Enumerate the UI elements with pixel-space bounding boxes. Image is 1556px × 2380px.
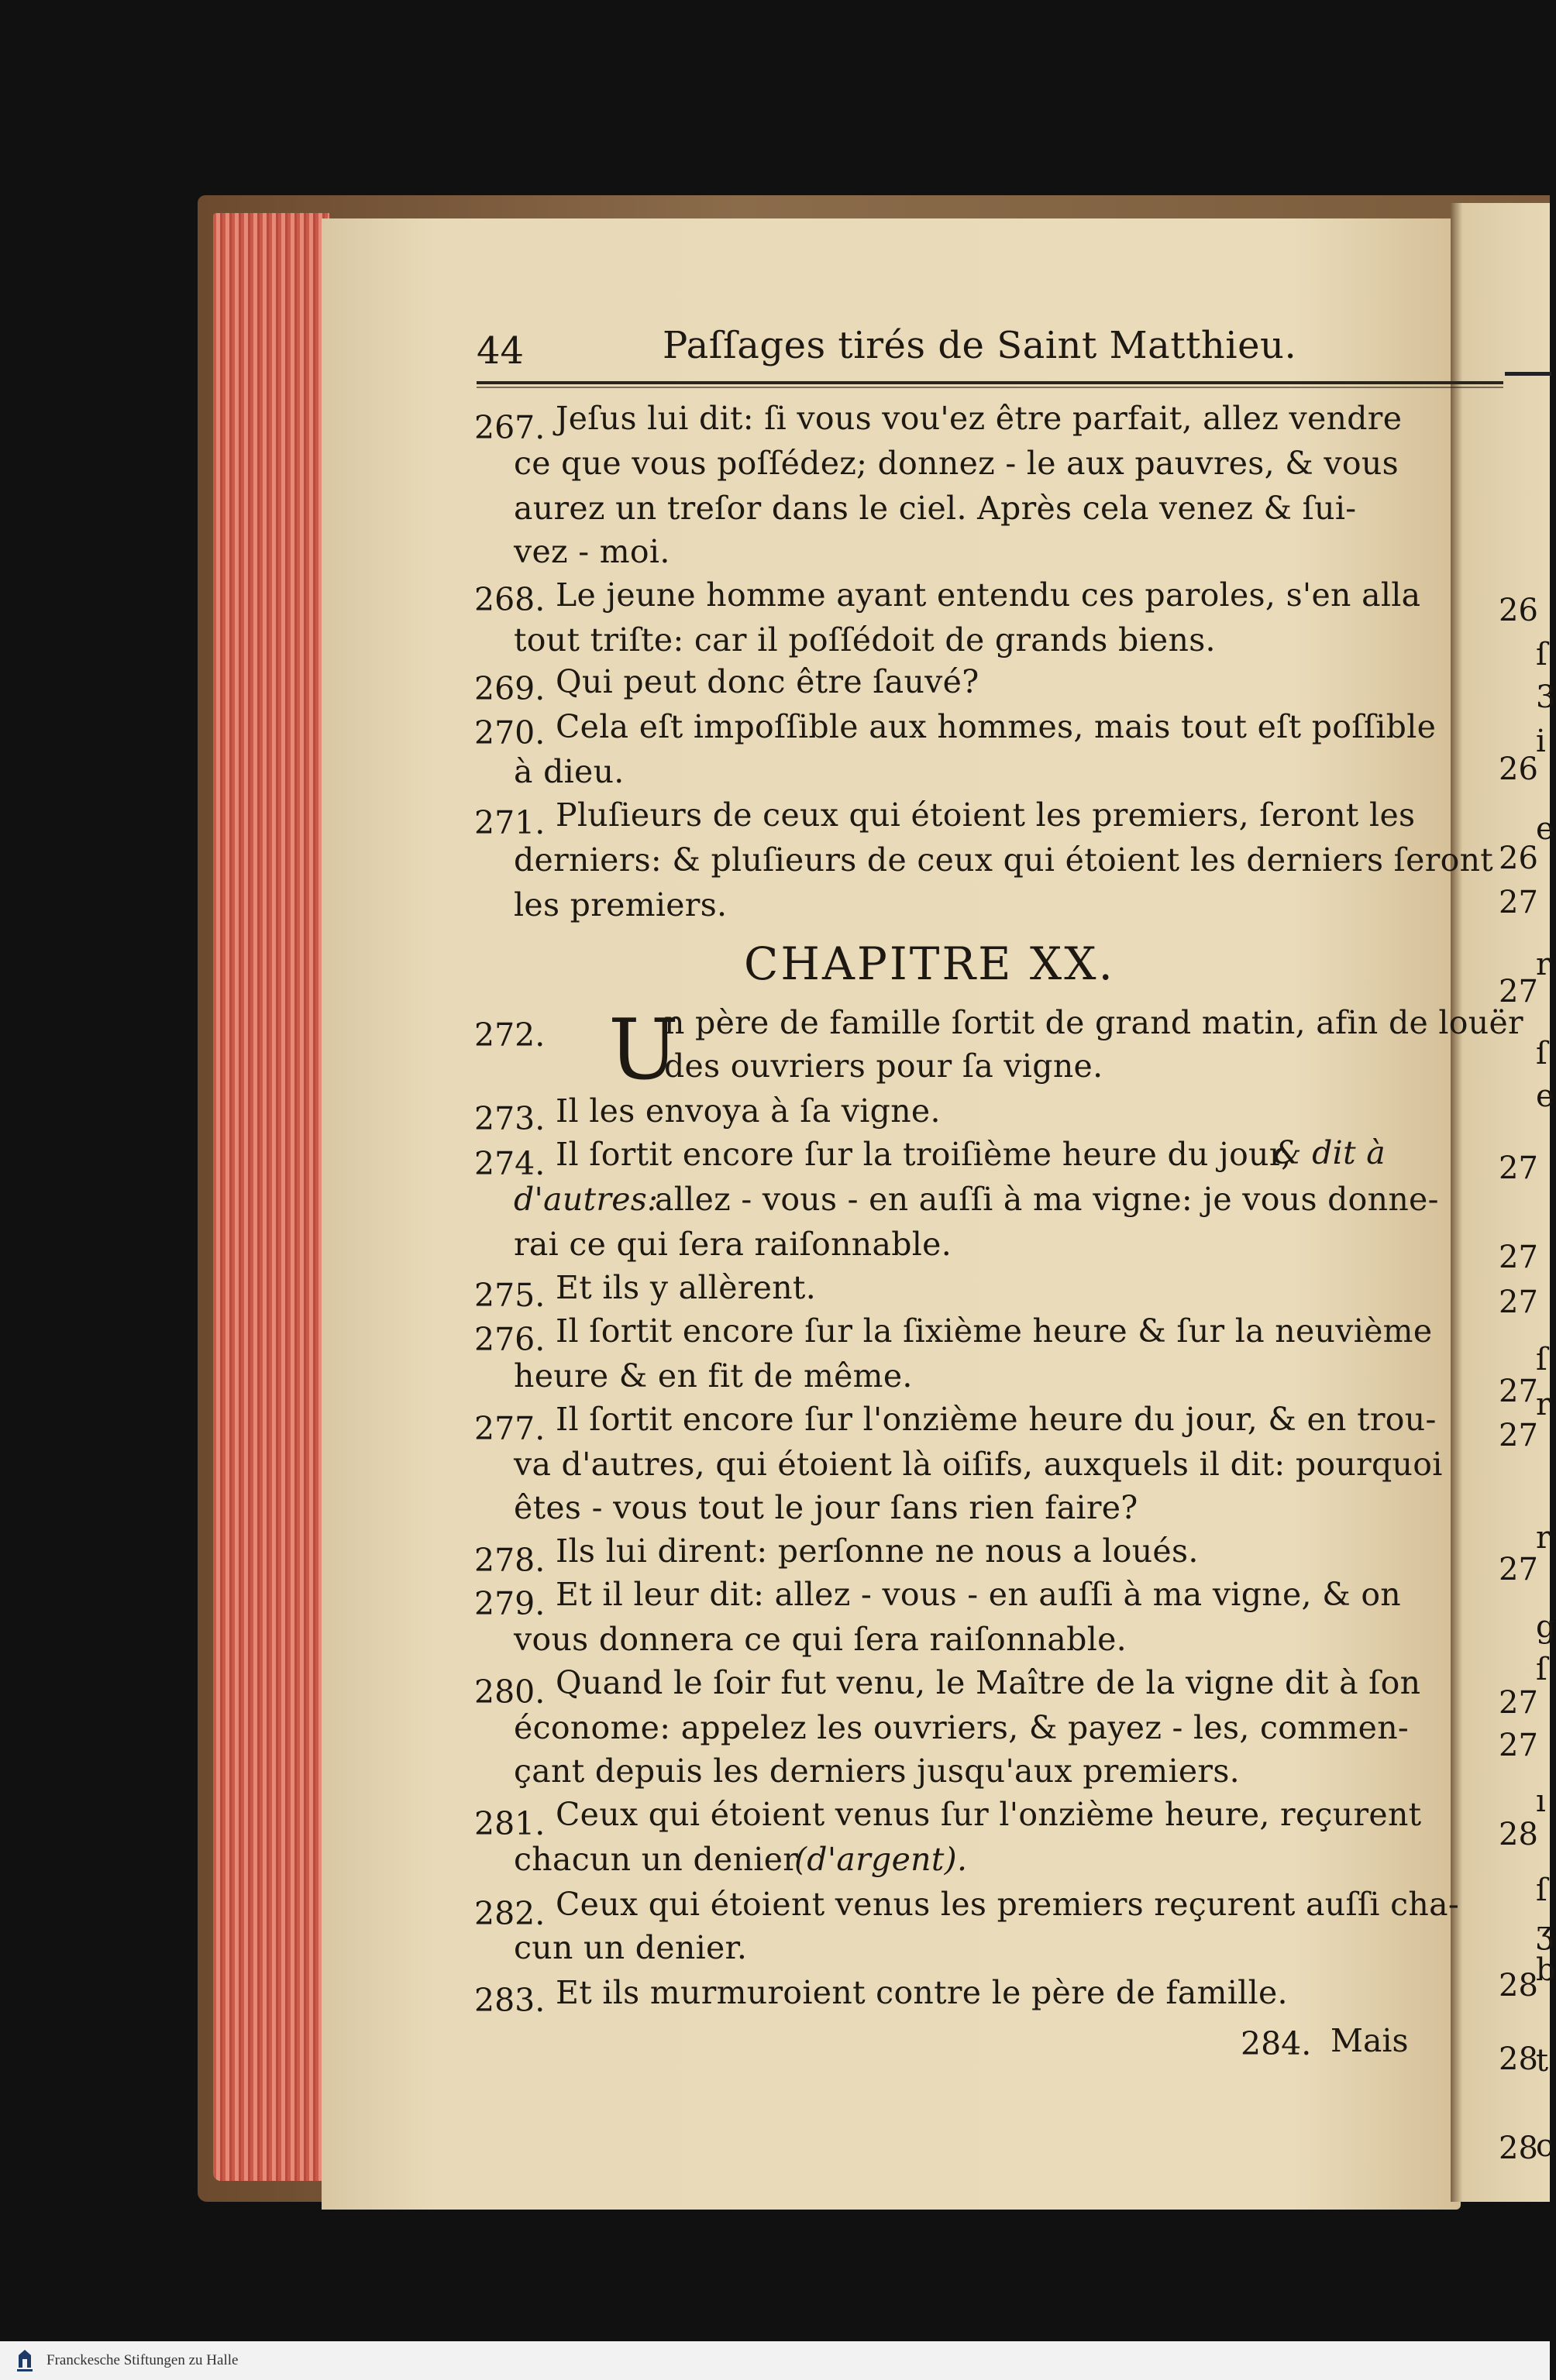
- verse-line: ce que vous poſſédez; donnez - le aux pauvres, & vous: [514, 445, 1399, 482]
- verse-number: 269.: [474, 670, 546, 707]
- facing-number: 26: [1499, 593, 1538, 628]
- facing-page-rule: [1505, 372, 1551, 376]
- facing-number: 27: [1499, 974, 1538, 1009]
- verse-number: 277.: [474, 1410, 546, 1447]
- institution-logo-icon: [14, 2347, 36, 2374]
- facing-page-edge: [1451, 203, 1556, 2202]
- facing-letter: c: [1536, 2128, 1554, 2164]
- verse-line: les premiers.: [514, 886, 728, 923]
- verse-line: tout triſte: car il poſſédoit de grands biens.: [514, 621, 1216, 659]
- verse-line: allez - vous - en auſſi à ma vigne: je vous donne-: [655, 1181, 1439, 1218]
- facing-letter: 3: [1536, 679, 1556, 715]
- verse-line: Ceux qui étoient venus les premiers reçurent auſſi cha-: [556, 1886, 1460, 1923]
- facing-letter: ſ: [1536, 1036, 1547, 1071]
- catchword-number: 284.: [1241, 2025, 1312, 2062]
- verse-line: Quand le ſoir fut venu, le Maître de la vigne dit à ſon: [556, 1664, 1421, 1701]
- verse-italic: & dit à: [1273, 1134, 1386, 1171]
- verse-line: vous donnera ce qui ſera raiſonnable.: [514, 1621, 1127, 1658]
- verse-number: 283.: [474, 1982, 546, 2019]
- facing-letter: r: [1536, 1387, 1551, 1422]
- header-rule: [477, 381, 1503, 384]
- verse-line: Pluſieurs de ceux qui étoient les premiers, ſeront les: [556, 796, 1416, 834]
- facing-number: 27: [1499, 1685, 1538, 1721]
- verse-number: 280.: [474, 1673, 546, 1711]
- facing-number: 27: [1499, 1285, 1538, 1320]
- facing-letter: ſ: [1536, 1342, 1547, 1377]
- verse-number: 275.: [474, 1277, 546, 1314]
- verse-line: économe: appelez les ouvriers, & payez - les, commen-: [514, 1709, 1410, 1746]
- facing-number: 27: [1499, 1240, 1538, 1275]
- chapter-heading: CHAPITRE XX.: [744, 937, 1115, 990]
- verse-line: derniers: & pluſieurs de ceux qui étoient les derniers ſeront: [514, 841, 1494, 879]
- verse-line: Le jeune homme ayant entendu ces paroles, s'en alla: [556, 576, 1421, 614]
- verse-number: 267.: [474, 409, 546, 446]
- facing-number: 27: [1499, 1552, 1538, 1587]
- verse-line: aurez un treſor dans le ciel. Après cela venez & ſui-: [514, 490, 1357, 527]
- facing-number: 28: [1499, 2131, 1538, 2166]
- facing-letter: e: [1536, 811, 1554, 847]
- drop-cap: U: [608, 1002, 680, 1099]
- verse-line: Ils lui dirent: perſonne ne nous a loués.: [556, 1532, 1199, 1570]
- verse-number: 270.: [474, 714, 546, 751]
- verse-line: Ceux qui étoient venus ſur l'onzième heure, reçurent: [556, 1796, 1422, 1833]
- facing-letter: t: [1536, 2043, 1549, 2079]
- facing-number: 27: [1499, 1374, 1538, 1409]
- page-text: [322, 0, 1523, 2169]
- verse-italic: d'autres:: [514, 1181, 659, 1218]
- institution-name: Franckesche Stiftungen zu Halle: [46, 2352, 239, 2368]
- facing-number: 27: [1499, 1728, 1538, 1763]
- verse-line: des ouvriers pour ſa vigne.: [664, 1047, 1103, 1085]
- verse-line: Et ils y allèrent.: [556, 1269, 817, 1306]
- verse-line: Il ſortit encore ſur l'onzième heure du jour, & en trou-: [556, 1401, 1437, 1438]
- verse-line: à dieu.: [514, 753, 625, 790]
- facing-number: 26: [1499, 841, 1538, 876]
- verse-number: 282.: [474, 1895, 546, 1932]
- verse-line: Cela eſt impoſſible aux hommes, mais tout eſt poſſible: [556, 708, 1437, 745]
- catchword: Mais: [1331, 2022, 1409, 2059]
- verse-line: Et ils murmuroient contre le père de famille.: [556, 1974, 1288, 2011]
- facing-number: 28: [1499, 1817, 1538, 1852]
- verse-number: 278.: [474, 1542, 546, 1579]
- verse-line: chacun un denier: [514, 1841, 799, 1878]
- verse-line: Il ſortit encore ſur la troiſième heure du jour,: [556, 1136, 1292, 1173]
- facing-number: 27: [1499, 885, 1538, 920]
- verse-italic: (d'argent).: [794, 1841, 968, 1878]
- facing-letter: ʒ: [1536, 1915, 1554, 1951]
- facing-letter: g: [1536, 1609, 1556, 1645]
- facing-letter: ſ: [1536, 1652, 1547, 1687]
- facing-letter: r: [1536, 1520, 1551, 1556]
- facing-letter: e: [1536, 1078, 1554, 1114]
- facing-number: 27: [1499, 1150, 1538, 1186]
- page-number: 44: [477, 329, 525, 373]
- facing-letter: r: [1536, 947, 1551, 982]
- verse-number: 273.: [474, 1100, 546, 1137]
- verse-line: çant depuis les derniers jusqu'aux premiers.: [514, 1752, 1241, 1790]
- verse-line: Il ſortit encore ſur la ſixième heure & ſur la neuvième: [556, 1312, 1433, 1350]
- verse-line: rai ce qui ſera raiſonnable.: [514, 1226, 952, 1263]
- facing-letter: ı: [1536, 1783, 1546, 1819]
- verse-line: êtes - vous tout le jour ſans rien faire?: [514, 1489, 1138, 1526]
- facing-number: 28: [1499, 1968, 1538, 2003]
- verse-number: 272.: [474, 1016, 546, 1054]
- verse-line: cun un denier.: [514, 1929, 748, 1966]
- verse-line: n père de famille ſortit de grand matin, afin de louër: [664, 1004, 1523, 1041]
- verse-number: 274.: [474, 1145, 546, 1182]
- verse-line: heure & en fit de même.: [514, 1357, 913, 1395]
- facing-number: 28: [1499, 2041, 1538, 2077]
- verse-line: Jeſus lui dit: ſi vous vou'ez être parfait, allez vendre: [556, 400, 1403, 437]
- page-edges: [213, 213, 329, 2181]
- verse-number: 281.: [474, 1805, 546, 1842]
- verse-number: 279.: [474, 1585, 546, 1622]
- footer-bar: [0, 2341, 1550, 2380]
- verse-line: Il les envoya à ſa vigne.: [556, 1092, 941, 1130]
- facing-letter: ſ: [1536, 637, 1547, 672]
- facing-letter: i: [1536, 724, 1546, 759]
- running-title: Paſſages tirés de Saint Matthieu.: [663, 324, 1297, 367]
- facing-letter: b: [1536, 1952, 1556, 1988]
- verse-line: Qui peut donc être ſauvé?: [556, 663, 979, 700]
- verse-line: Et il leur dit: allez - vous - en auſſi à ma vigne, & on: [556, 1576, 1402, 1613]
- verse-number: 271.: [474, 804, 546, 841]
- facing-number: 27: [1499, 1418, 1538, 1453]
- header-rule: [477, 387, 1503, 388]
- verse-line: vez - moi.: [514, 533, 670, 570]
- verse-number: 276.: [474, 1321, 546, 1358]
- facing-letter: ſ: [1536, 1873, 1547, 1908]
- facing-number: 26: [1499, 751, 1538, 787]
- verse-number: 268.: [474, 581, 546, 618]
- verse-line: va d'autres, qui étoient là oiſifs, auxquels il dit: pourquoi: [514, 1446, 1443, 1483]
